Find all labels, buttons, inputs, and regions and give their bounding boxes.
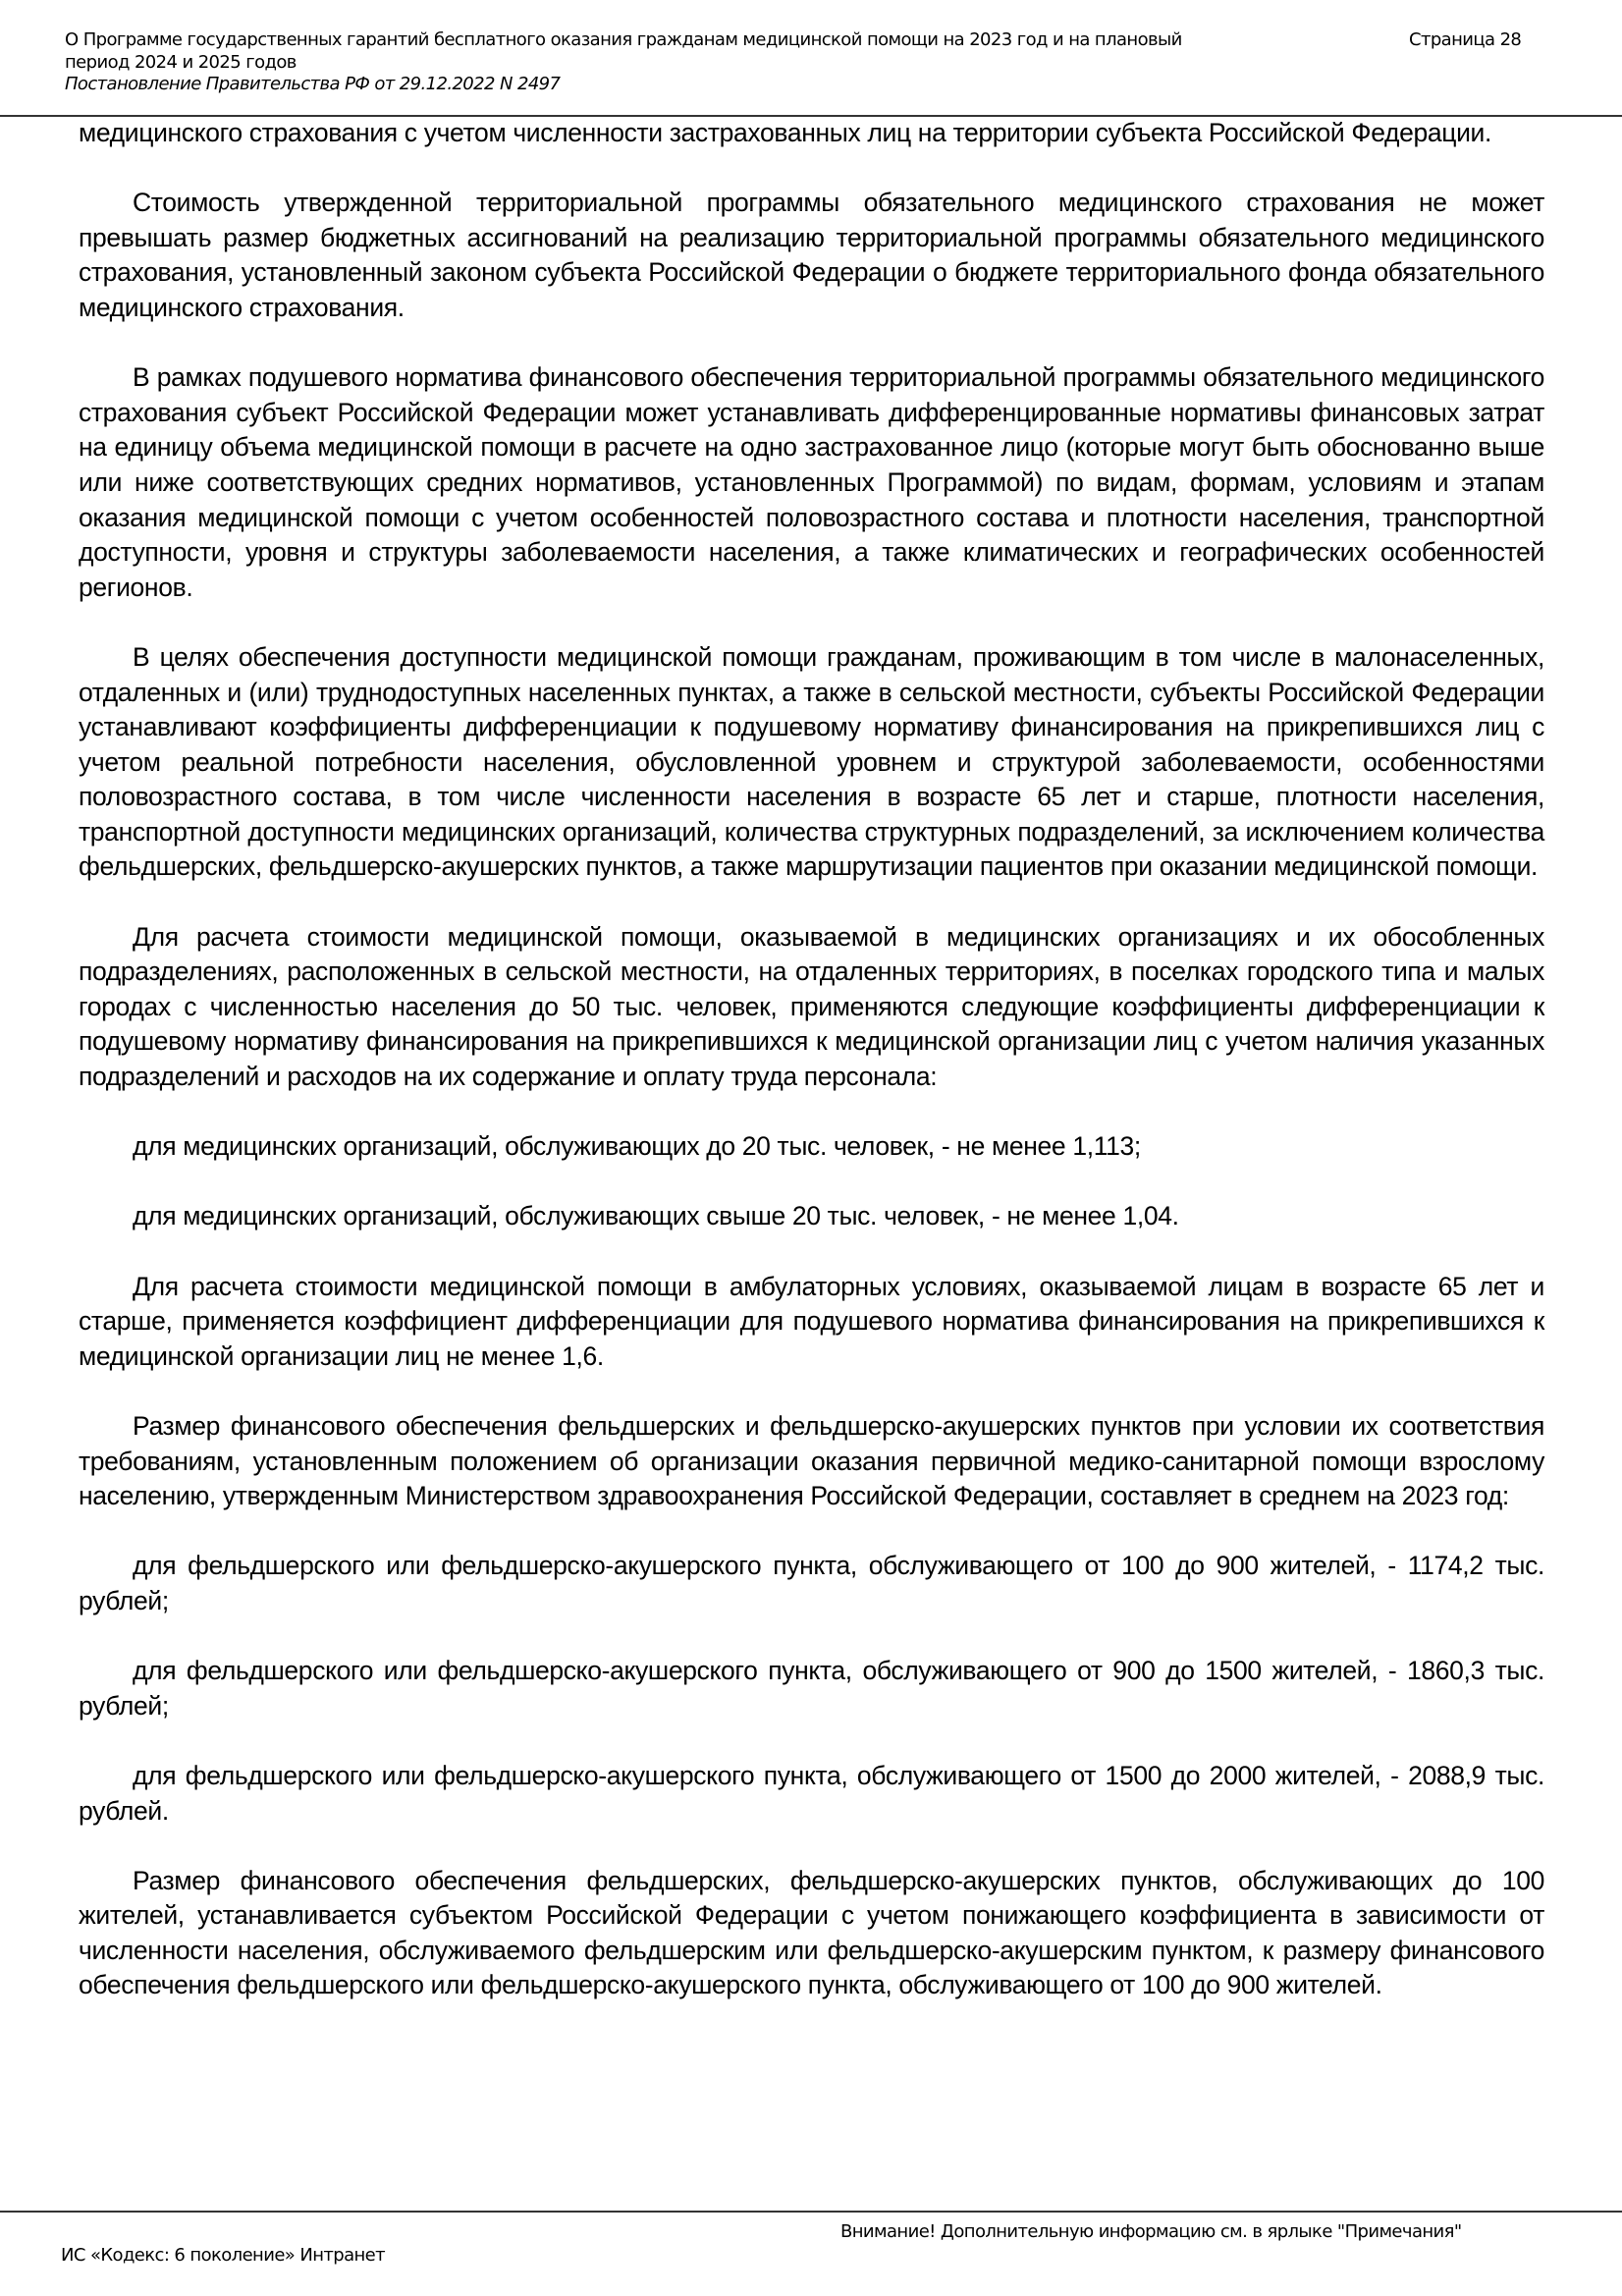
paragraph: Для расчета стоимости медицинской помощи в амбулаторных условиях, оказываемой лицам в возрасте 65 лет и старше, применяется коэффициент дифференциации для подушевого норматива финансирования на прикрепившихся к медицинской организации лиц не менее 1,6. bbox=[79, 1271, 1544, 1371]
paragraph: В целях обеспечения доступности медицинской помощи гражданам, проживающим в том числе в малонаселенных, отдаленных и (или) труднодоступных населенных пунктах, а также в сельской местности, субъекты Российской Федерации устанавливают коэффициенты дифференциации к подушевому нормативу финансирования на прикрепившихся лиц с учетом реальной потребности населения, обусловленной уровнем и структурой заболеваемости, особенностями половозрастного состава, в том числе численности населения в возрасте 65 лет и старше, плотности населения, транспортной доступности медицинских организаций, количества структурных подразделений, за исключением количества фельдшерских, фельдшерско-акушерских пунктов, а также маршрутизации пациентов при оказании медицинской помощи. bbox=[79, 641, 1544, 882]
paragraph: Для расчета стоимости медицинской помощи, оказываемой в медицинских организациях и их обособленных подразделениях, расположенных в сельской местности, на отдаленных территориях, в поселках городского типа и малых городах с численностью населения до 50 тыс. человек, применяются следующие коэффициенты дифференциации к подушевому нормативу финансирования на прикрепившихся к медицинской организации лиц с учетом наличия указанных подразделений и расходов на их содержание и оплату труда персонала: bbox=[79, 921, 1544, 1092]
paragraph: В рамках подушевого норматива финансового обеспечения территориальной программы обязательного медицинского страхования субъект Российской Федерации может устанавливать дифференцированные нормативы финансовых затрат на единицу объема медицинской помощи в расчете на одно застрахованное лицо (которые могут быть обоснованно выше или ниже соответствующих средних нормативов, установленных Программой) по видам, формам, условиям и этапам оказания медицинской помощи с учетом особенностей половозрастного состава и плотности населения, транспортной доступности, уровня и структуры заболеваемости населения, а также климатических и географических особенностей регионов. bbox=[79, 362, 1544, 602]
paragraph: Размер финансового обеспечения фельдшерских и фельдшерско-акушерских пунктов при условии их соответствия требованиям, установленным положением об организации оказания первичной медико-санитарной помощи взрослому населению, утвержденным Министерством здравоохранения Российской Федерации, составляет в среднем на 2023 год: bbox=[79, 1410, 1544, 1511]
document-header bbox=[65, 29, 1361, 96]
paragraph: медицинского страхования с учетом численности застрахованных лиц на территории субъекта Российской Федерации. bbox=[79, 118, 1492, 147]
document-title-line2: период 2024 и 2025 годов bbox=[65, 51, 297, 73]
list-item: для фельдшерского или фельдшерско-акушерского пункта, обслуживающего от 900 до 1500 жителей, - 1860,3 тыс. рублей; bbox=[79, 1656, 1544, 1721]
paragraph: Стоимость утвержденной территориальной программы обязательного медицинского страхования не может превышать размер бюджетных ассигнований на реализацию территориальной программы обязательного медицинского страхования, установленный законом субъекта Российской Федерации о бюджете территориального фонда обязательного медицинского страхования. bbox=[79, 188, 1544, 322]
document-subtitle: Постановление Правительства РФ от 29.12.2022 N 2497 bbox=[65, 74, 561, 94]
list-item: для фельдшерского или фельдшерско-акушерского пункта, обслуживающего от 100 до 900 жителей, - 1174,2 тыс. рублей; bbox=[79, 1551, 1544, 1615]
list-item: для фельдшерского или фельдшерско-акушерского пункта, обслуживающего от 1500 до 2000 жителей, - 2088,9 тыс. рублей. bbox=[79, 1760, 1544, 1826]
footer-notice: Внимание! Дополнительную информацию см. в ярлыке "Примечания" bbox=[840, 2221, 1462, 2242]
document-body bbox=[79, 116, 1544, 2003]
page-number: Страница 28 bbox=[1409, 29, 1522, 50]
footer-system-name: ИС «Кодекс: 6 поколение» Интранет bbox=[61, 2245, 386, 2266]
paragraph: Размер финансового обеспечения фельдшерских, фельдшерско-акушерских пунктов, обслуживающих до 100 жителей, устанавливается субъектом Российской Федерации с учетом понижающего коэффициента в зависимости от численности населения, обслуживаемого фельдшерским или фельдшерско-акушерским пунктом, к размеру финансового обеспечения фельдшерского или фельдшерско-акушерского пункта, обслуживающего от 100 до 900 жителей. bbox=[79, 1865, 1544, 2000]
list-item: для медицинских организаций, обслуживающих свыше 20 тыс. человек, - не менее 1,04. bbox=[133, 1201, 1179, 1231]
document-title-line1: О Программе государственных гарантий бесплатного оказания гражданам медицинской помощи на 2023 год и на плановый bbox=[65, 29, 1182, 50]
list-item: для медицинских организаций, обслуживающих до 20 тыс. человек, - не менее 1,113; bbox=[133, 1131, 1141, 1162]
footer-divider bbox=[0, 2211, 1622, 2213]
